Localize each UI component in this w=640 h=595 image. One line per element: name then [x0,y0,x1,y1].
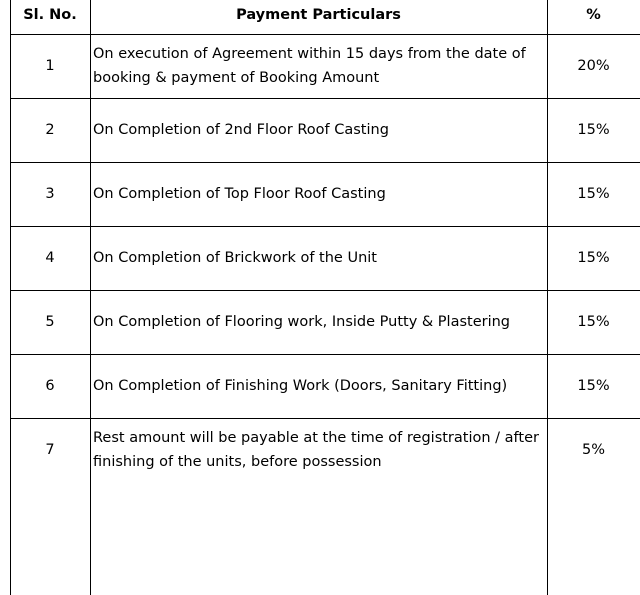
grid-line-col1 [90,0,91,595]
table-row [0,226,640,290]
header-sl-no: Sl. No. [23,6,77,23]
row-percent: 15% [577,378,610,394]
row-particulars: On Completion of Flooring work, Inside Putty & Plastering [93,314,511,330]
row-particulars: On Completion of Finishing Work (Doors, Sanitary Fitting) [93,378,508,394]
row-number: 6 [45,378,55,394]
row-particulars: On execution of Agreement within 15 days from the date of booking & payment of Booking Amount [93,46,526,86]
row-percent: 15% [577,314,610,330]
table-header-row [0,0,640,34]
header-percent: % [586,6,601,23]
row-number: 5 [45,314,55,330]
table-row [0,354,640,418]
table-row [0,34,640,98]
table-row [0,98,640,162]
grid-line-row [10,34,640,35]
grid-line-left [10,0,11,595]
grid-line-row [10,290,640,291]
row-percent: 5% [581,442,605,458]
table-row [0,418,640,482]
row-percent: 20% [577,58,610,74]
row-particulars: On Completion of Brickwork of the Unit [93,250,377,266]
header-payment-particulars: Payment Particulars [236,6,401,23]
row-number: 3 [45,186,55,202]
row-number: 2 [45,122,55,138]
grid-line-row [10,354,640,355]
row-number: 7 [45,442,55,458]
row-percent: 15% [577,250,610,266]
grid-line-row [10,162,640,163]
grid-line-row [10,226,640,227]
row-particulars: On Completion of 2nd Floor Roof Casting [93,122,389,138]
row-number: 1 [45,58,55,74]
row-percent: 15% [577,122,610,138]
grid-line-col2 [547,0,548,595]
row-particulars: Rest amount will be payable at the time of registration / after finishing of the units, before possession [93,430,539,470]
table-row [0,290,640,354]
row-percent: 15% [577,186,610,202]
grid-line-row [10,98,640,99]
row-number: 4 [45,250,55,266]
grid-line-row [10,418,640,419]
row-particulars: On Completion of Top Floor Roof Casting [93,186,386,202]
table-row [0,162,640,226]
